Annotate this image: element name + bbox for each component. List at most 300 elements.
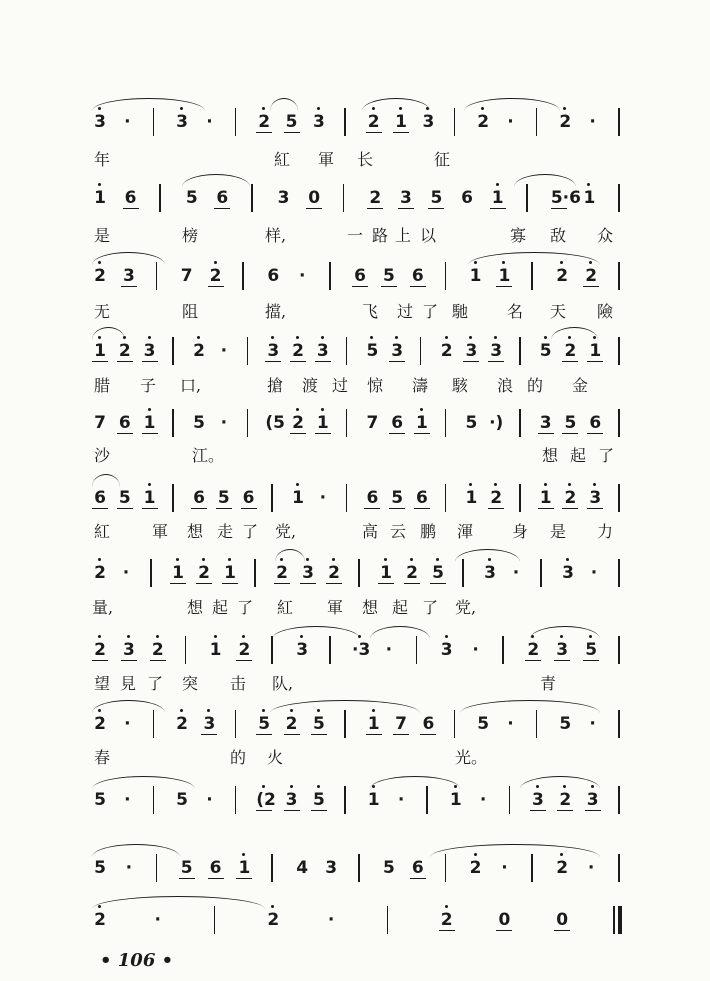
note: 1 bbox=[92, 341, 108, 362]
note: 2 bbox=[208, 266, 224, 287]
note: 1 bbox=[366, 790, 382, 810]
lyric-char: 了 bbox=[241, 522, 258, 541]
tie-slur bbox=[370, 626, 430, 639]
note: 3 bbox=[587, 488, 603, 509]
barline bbox=[387, 906, 389, 934]
lyric-char: 无 bbox=[93, 302, 110, 321]
barline bbox=[172, 337, 174, 365]
note: 7 bbox=[366, 413, 379, 433]
note: 2 bbox=[557, 790, 573, 811]
note: 2 bbox=[284, 714, 300, 735]
barline bbox=[462, 559, 464, 587]
lyric-char: 江。 bbox=[192, 446, 225, 465]
note: 2 bbox=[290, 341, 306, 362]
lyric-char: 突 bbox=[181, 674, 198, 693]
note: 2 bbox=[92, 910, 108, 930]
lyric-char: 起 bbox=[391, 598, 408, 617]
note: 6 bbox=[461, 188, 473, 208]
tie-slur bbox=[92, 700, 165, 713]
note: 6 bbox=[267, 266, 280, 286]
lyric-char: 敌 bbox=[549, 226, 566, 245]
note: 5·6 bbox=[550, 188, 581, 208]
barline bbox=[185, 636, 187, 664]
lyric-char: 样, bbox=[265, 226, 287, 245]
note: 1 bbox=[378, 563, 394, 584]
note: · bbox=[124, 790, 131, 810]
barline bbox=[271, 636, 273, 664]
note: 2 bbox=[468, 858, 484, 878]
note: 2 bbox=[117, 341, 133, 362]
barline bbox=[540, 559, 542, 587]
barline bbox=[445, 484, 447, 512]
note: 5 bbox=[117, 488, 133, 509]
lyric-char: 路 bbox=[371, 226, 388, 245]
note: 2 bbox=[326, 563, 342, 584]
note: 1 bbox=[393, 112, 409, 133]
note: 2 bbox=[174, 714, 190, 734]
note: 5 bbox=[311, 790, 327, 811]
lyric-char: 了 bbox=[146, 674, 163, 693]
lyric-char: 飞 bbox=[361, 302, 378, 321]
note: · bbox=[327, 910, 335, 930]
barline bbox=[329, 636, 331, 664]
note: · bbox=[512, 563, 520, 583]
notation-row bbox=[0, 850, 710, 890]
lyric-char: 紅 bbox=[276, 598, 293, 617]
note: 2 bbox=[557, 112, 573, 132]
note: 5 bbox=[94, 790, 106, 810]
note: 0 bbox=[306, 188, 322, 209]
note: · bbox=[298, 266, 306, 286]
final-barline-thin bbox=[613, 906, 615, 934]
note: 1 bbox=[581, 188, 597, 208]
lyric-char: 是 bbox=[549, 522, 566, 541]
note: 0 bbox=[554, 910, 570, 931]
lyric-char: 力 bbox=[596, 522, 613, 541]
note: 0 bbox=[496, 910, 512, 931]
barline bbox=[271, 484, 273, 512]
lyrics-row bbox=[0, 594, 710, 624]
tie-slur bbox=[370, 776, 460, 789]
note: 1 bbox=[496, 266, 512, 287]
note: · bbox=[589, 112, 596, 132]
note: 2 bbox=[404, 563, 420, 584]
note: · bbox=[206, 112, 213, 132]
note: 6 bbox=[420, 714, 436, 735]
barline bbox=[344, 710, 346, 738]
tie-slur bbox=[92, 252, 165, 265]
note: 2 bbox=[92, 714, 108, 734]
note: 5 bbox=[284, 112, 300, 133]
lyric-char: 过 bbox=[396, 302, 413, 321]
note: · bbox=[385, 640, 393, 660]
notation-row bbox=[0, 180, 710, 220]
note: 5 bbox=[382, 858, 395, 878]
lyric-char: 长 bbox=[356, 150, 373, 169]
note: 3 bbox=[420, 112, 436, 132]
note: 3 bbox=[174, 112, 190, 132]
barline bbox=[358, 559, 360, 587]
note: 6 bbox=[191, 488, 207, 509]
note: · bbox=[587, 858, 595, 878]
note: 1 bbox=[468, 266, 484, 286]
lyrics-row bbox=[0, 670, 710, 700]
notation-row bbox=[0, 405, 710, 445]
lyric-char: 了 bbox=[421, 302, 438, 321]
barline bbox=[156, 854, 158, 882]
note: 6 bbox=[352, 266, 368, 287]
note: ·) bbox=[489, 413, 504, 433]
lyric-char: 擋, bbox=[265, 302, 287, 321]
note: 5 bbox=[364, 341, 380, 361]
note: 1 bbox=[142, 413, 158, 434]
barline bbox=[153, 786, 155, 814]
note: · bbox=[397, 790, 405, 810]
note: 2 bbox=[274, 563, 290, 584]
note: 3 bbox=[463, 341, 479, 362]
lyric-char: 击 bbox=[229, 674, 246, 693]
barline bbox=[426, 786, 428, 814]
note: 5 bbox=[311, 714, 327, 735]
note: 2 bbox=[562, 488, 578, 509]
lyric-char: 軍 bbox=[326, 598, 343, 617]
barline bbox=[235, 786, 237, 814]
barline bbox=[454, 710, 456, 738]
barline bbox=[153, 710, 155, 738]
note: 3 bbox=[315, 341, 331, 362]
lyric-char: 金 bbox=[571, 376, 588, 395]
note: 1 bbox=[587, 341, 603, 362]
barline bbox=[502, 636, 504, 664]
barline bbox=[445, 409, 447, 437]
lyric-char: 党, bbox=[275, 522, 297, 541]
note: · bbox=[220, 341, 228, 361]
lyric-char: 搶 bbox=[266, 376, 283, 395]
note: 6 bbox=[587, 413, 603, 434]
note: 2 bbox=[554, 266, 570, 286]
note: 3 bbox=[325, 858, 338, 878]
barline bbox=[445, 262, 447, 290]
barline bbox=[346, 484, 348, 512]
note: 3 bbox=[92, 112, 108, 132]
tie-slur bbox=[92, 776, 195, 789]
lyric-char: 一 bbox=[346, 226, 363, 245]
lyric-char: 渾 bbox=[456, 522, 473, 541]
notation-row bbox=[0, 333, 710, 373]
note: 2 bbox=[367, 188, 383, 209]
tie-slur bbox=[460, 700, 600, 713]
note: 3 bbox=[300, 563, 316, 584]
note: 3 bbox=[389, 341, 405, 362]
barline bbox=[618, 854, 620, 882]
lyric-char: 軍 bbox=[151, 522, 168, 541]
barline bbox=[526, 184, 528, 212]
lyric-char: 見 bbox=[119, 674, 136, 693]
note: 5 bbox=[179, 858, 195, 879]
note: 1 bbox=[463, 488, 479, 508]
tie-slur bbox=[92, 98, 205, 111]
lyric-char: 鹏 bbox=[419, 522, 436, 541]
note: 5 bbox=[477, 714, 490, 734]
note: 5 bbox=[256, 714, 272, 735]
barline bbox=[346, 337, 348, 365]
note: ·3 bbox=[352, 640, 371, 660]
tie-slur bbox=[551, 327, 598, 340]
note: 2 bbox=[191, 341, 207, 361]
barline bbox=[519, 409, 521, 437]
note: 6 bbox=[364, 488, 380, 509]
note: 6 bbox=[389, 413, 405, 434]
barline bbox=[416, 636, 418, 664]
note: · bbox=[472, 640, 479, 660]
barline bbox=[618, 337, 620, 365]
note: 5 bbox=[430, 563, 446, 584]
note: 5 bbox=[94, 858, 106, 878]
barline bbox=[329, 262, 331, 290]
note: · bbox=[206, 790, 213, 810]
lyric-char: 众 bbox=[596, 226, 613, 245]
tie-slur bbox=[530, 626, 600, 639]
note: · bbox=[124, 714, 131, 734]
tie-slur bbox=[92, 896, 265, 909]
note: 5 bbox=[216, 488, 232, 509]
lyric-char: 春 bbox=[93, 748, 110, 767]
tie-slur bbox=[92, 844, 180, 857]
barline bbox=[172, 484, 174, 512]
lyric-char: 寡 bbox=[509, 226, 526, 245]
note: 2 bbox=[366, 112, 382, 133]
lyric-char: 口, bbox=[180, 376, 202, 395]
page-number: • 106 • bbox=[100, 950, 174, 971]
note: 2 bbox=[525, 640, 541, 661]
note: 3 bbox=[311, 112, 327, 132]
note: 3 bbox=[121, 266, 137, 287]
note: 1 bbox=[448, 790, 464, 810]
note: 2 bbox=[439, 341, 455, 361]
note: 5 bbox=[185, 188, 198, 208]
lyric-char: 青 bbox=[539, 674, 556, 693]
note: 7 bbox=[393, 714, 409, 735]
barline bbox=[618, 559, 620, 587]
barline bbox=[618, 636, 620, 664]
final-barline bbox=[618, 906, 622, 934]
barline bbox=[235, 710, 237, 738]
note: 1 bbox=[236, 858, 252, 879]
tie-slur bbox=[464, 98, 560, 111]
notation-row bbox=[0, 258, 710, 298]
note: 6 bbox=[241, 488, 257, 509]
note: 3 bbox=[538, 413, 554, 434]
lyric-char: 光。 bbox=[455, 748, 488, 767]
tie-slur bbox=[520, 776, 600, 789]
note: 6 bbox=[123, 188, 139, 209]
lyric-char: 惊 bbox=[366, 376, 383, 395]
tie-slur bbox=[362, 98, 430, 111]
notation-row bbox=[0, 632, 710, 672]
lyric-char: 濤 bbox=[411, 376, 428, 395]
lyrics-row bbox=[0, 442, 710, 472]
note: 2 bbox=[488, 488, 504, 509]
notation-row bbox=[0, 706, 710, 746]
barline bbox=[358, 854, 360, 882]
lyrics-row bbox=[0, 222, 710, 252]
note: 7 bbox=[180, 266, 193, 286]
lyric-char: 名 bbox=[506, 302, 523, 321]
notation-row bbox=[0, 782, 710, 822]
note: · bbox=[479, 790, 487, 810]
note: 3 bbox=[277, 188, 290, 208]
barline bbox=[519, 337, 521, 365]
lyric-char: 了 bbox=[236, 598, 253, 617]
notation-row bbox=[0, 104, 710, 144]
lyric-char: 上 bbox=[394, 226, 411, 245]
tie-slur bbox=[275, 549, 305, 562]
note: 1 bbox=[490, 188, 506, 209]
lyric-char: 征 bbox=[433, 150, 450, 169]
note: 1 bbox=[170, 563, 186, 584]
note: 3 bbox=[482, 563, 498, 583]
note: 3 bbox=[530, 790, 546, 811]
note: 2 bbox=[196, 563, 212, 584]
note: 2 bbox=[290, 413, 306, 434]
lyrics-row bbox=[0, 372, 710, 402]
note: 4 bbox=[296, 858, 309, 878]
note: 1 bbox=[366, 714, 382, 735]
lyric-char: 党, bbox=[455, 598, 477, 617]
note: 2 bbox=[439, 910, 455, 931]
lyric-char: 是 bbox=[93, 226, 110, 245]
note: 2 bbox=[583, 266, 599, 287]
barline bbox=[251, 184, 253, 212]
note: 1 bbox=[414, 413, 430, 434]
barline bbox=[172, 409, 174, 437]
note: 2 bbox=[92, 563, 108, 583]
note: 1 bbox=[92, 188, 108, 208]
note: 5 bbox=[176, 790, 189, 810]
note: 2 bbox=[265, 910, 281, 930]
barline bbox=[153, 108, 155, 136]
note: 5 bbox=[562, 413, 578, 434]
note: 2 bbox=[236, 640, 252, 661]
barline bbox=[344, 108, 346, 136]
tie-slur bbox=[92, 327, 125, 340]
lyrics-row bbox=[0, 518, 710, 548]
lyric-char: 望 bbox=[93, 674, 110, 693]
note: 1 bbox=[142, 488, 158, 509]
note: 6 bbox=[410, 266, 426, 287]
note: · bbox=[125, 858, 133, 878]
barline bbox=[618, 184, 620, 212]
note: 1 bbox=[222, 563, 238, 584]
tie-slur bbox=[270, 98, 298, 111]
barline bbox=[254, 559, 256, 587]
lyrics-row bbox=[0, 744, 710, 774]
barline bbox=[531, 262, 533, 290]
barline bbox=[150, 559, 152, 587]
lyric-char: 想 bbox=[541, 446, 558, 465]
lyric-char: 的 bbox=[526, 376, 543, 395]
barline bbox=[531, 854, 533, 882]
barline bbox=[235, 108, 237, 136]
barline bbox=[156, 262, 158, 290]
barline bbox=[519, 484, 521, 512]
barline bbox=[214, 906, 216, 934]
lyrics-row bbox=[0, 146, 710, 176]
tie-slur bbox=[455, 549, 520, 562]
lyric-char: 駭 bbox=[451, 376, 468, 395]
note: 3 bbox=[265, 341, 281, 362]
note: 5 bbox=[559, 714, 572, 734]
note: 6 bbox=[414, 488, 430, 509]
note: · bbox=[124, 112, 131, 132]
barline bbox=[536, 710, 538, 738]
barline bbox=[618, 710, 620, 738]
note: 5 bbox=[193, 413, 205, 433]
note: 2 bbox=[92, 266, 108, 286]
barline bbox=[618, 262, 620, 290]
note: 5 bbox=[389, 488, 405, 509]
lyric-char: 渡 bbox=[301, 376, 318, 395]
note: 6 bbox=[208, 858, 224, 879]
lyric-char: 起 bbox=[569, 446, 586, 465]
tie-slur bbox=[272, 626, 360, 639]
note: 5 bbox=[381, 266, 397, 287]
note: · bbox=[501, 858, 508, 878]
lyric-char: 子 bbox=[139, 376, 156, 395]
barline bbox=[247, 337, 249, 365]
note: 1 bbox=[538, 488, 554, 509]
note: · bbox=[220, 413, 228, 433]
lyric-char: 軍 bbox=[317, 150, 334, 169]
lyric-char: 險 bbox=[596, 302, 613, 321]
note: 2 bbox=[475, 112, 491, 132]
note: 2 bbox=[92, 640, 108, 661]
note: (2 bbox=[256, 790, 276, 810]
lyric-char: 了 bbox=[421, 598, 438, 617]
notation-row bbox=[0, 902, 710, 942]
notation-row bbox=[0, 480, 710, 520]
barline bbox=[420, 337, 422, 365]
barline bbox=[346, 409, 348, 437]
lyric-char: 馳 bbox=[451, 302, 468, 321]
tie-slur bbox=[92, 474, 120, 487]
lyric-char: 高 bbox=[361, 522, 378, 541]
barline bbox=[454, 108, 456, 136]
note: 5 bbox=[583, 640, 599, 661]
barline bbox=[344, 786, 346, 814]
note: · bbox=[122, 563, 130, 583]
note: 1 bbox=[290, 488, 306, 508]
lyric-char: 云 bbox=[389, 522, 406, 541]
note: (5 bbox=[265, 413, 285, 433]
note: 6 bbox=[410, 858, 426, 879]
note: 2 bbox=[554, 858, 570, 878]
note: 5 bbox=[428, 188, 444, 209]
lyric-char: 想 bbox=[186, 598, 203, 617]
note: 3 bbox=[585, 790, 601, 811]
note: 2 bbox=[256, 112, 272, 133]
note: · bbox=[590, 563, 598, 583]
barline bbox=[618, 786, 620, 814]
lyric-char: 想 bbox=[186, 522, 203, 541]
barline bbox=[159, 184, 161, 212]
lyric-char: 的 bbox=[229, 748, 246, 767]
lyric-char: 以 bbox=[419, 226, 436, 245]
tie-slur bbox=[430, 844, 600, 857]
notation-row bbox=[0, 555, 710, 595]
lyric-char: 紅 bbox=[273, 150, 290, 169]
lyric-char: 身 bbox=[511, 522, 528, 541]
